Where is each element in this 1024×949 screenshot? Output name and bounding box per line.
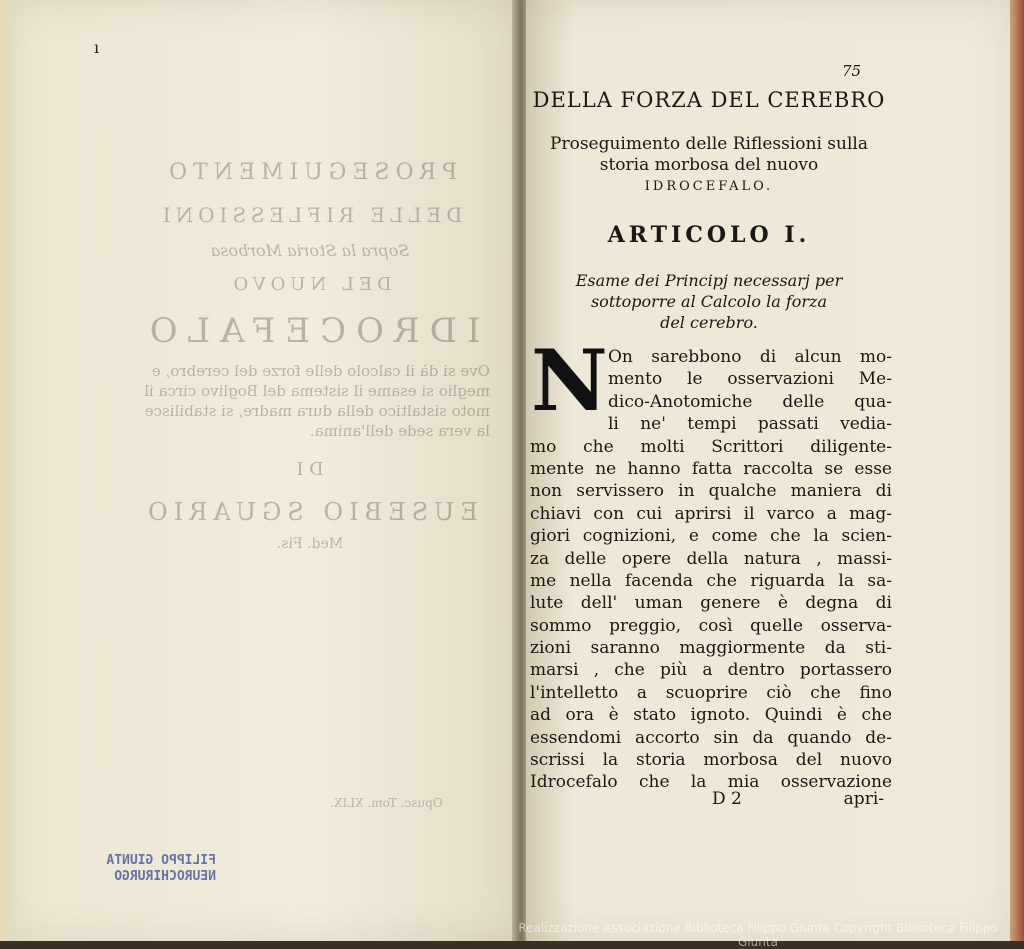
subtitle-line-2: storia morbosa del nuovo: [599, 155, 819, 175]
digitization-credit: Realizzazione Associazione Biblioteca Filippo Giunta Copyright Biblioteca Filippo Giunta: [518, 921, 998, 949]
stamp-line-2: NEUROCHIRURGO: [114, 869, 216, 884]
body-line: za delle opere della natura , massi-: [530, 548, 892, 569]
body-line: marsi , che più a dentro portassero: [530, 660, 892, 681]
ghost-line-2: DELLE RIFLESSIONI: [157, 203, 463, 227]
signature-mark: D 2: [712, 789, 742, 809]
drop-cap: N: [531, 331, 608, 430]
ghost-footer: Opusc. Tom. XLIX.: [330, 796, 443, 810]
body-line: mo che molti Scrittori diligente-: [530, 436, 892, 457]
ghost-line-5: IDROCEFALO: [139, 311, 481, 351]
article-summary: [528, 270, 890, 333]
article-heading: ARTICOLO I.: [607, 222, 811, 248]
summary-line-1: Esame dei Principj necessarj per: [575, 271, 843, 290]
body-line: scrissi la storia morbosa del nuovo: [530, 750, 892, 771]
summary-line-2: sottoporre al Calcolo la forza: [590, 292, 828, 311]
page-number: 75: [842, 62, 862, 80]
library-stamp: [88, 853, 216, 885]
body-line: Idrocefalo che la mia osservazione: [530, 772, 892, 793]
running-title: DELLA FORZA DEL CEREBRO: [532, 88, 886, 112]
right-page-edge: [1010, 0, 1024, 941]
body-line: mente ne hanno fatta raccolta se esse: [530, 458, 892, 479]
body-text: [530, 331, 892, 794]
body-line: chiavi con cui aprirsi il varco a mag-: [530, 503, 892, 524]
ink-mark: ı: [94, 38, 100, 57]
body-line: lute dell' uman genere è degna di: [530, 593, 892, 614]
body-line: dico-Anotomiche delle qua-: [608, 391, 892, 412]
body-line: giori cognizioni, e come che la scien-: [530, 526, 892, 547]
body-line: li ne' tempi passati vedia-: [608, 414, 892, 435]
body-line: On sarebbono di alcun mo-: [608, 347, 892, 367]
body-line: l'intelletto a scuoprire ciò che fino: [530, 682, 892, 703]
body-line: essendomi accorto sin da quando de-: [530, 727, 892, 748]
ghost-line-4: DEL NUOVO: [228, 274, 392, 295]
summary-line-3: del cerebro.: [660, 313, 758, 332]
body-line: zioni saranno maggiormente da sti-: [530, 638, 892, 659]
catchword: apri-: [843, 789, 884, 809]
show-through-text: [110, 160, 510, 552]
subtitle-line-3: IDROCEFALO.: [644, 179, 774, 194]
body-line: mento le osservazioni Me-: [608, 369, 892, 390]
ghost-line-7: EUSEBIO SGUARIO: [142, 498, 478, 526]
ghost-line-8: Med. Fis.: [276, 536, 344, 552]
body-line: sommo preggio, così quelle osserva-: [530, 615, 892, 636]
body-line: ad ora è stato ignoto. Quindi è che: [530, 705, 892, 726]
body-line: me nella facenda che riguarda la sa-: [530, 570, 892, 591]
stamp-line-1: FILIPPO GIUNTA: [106, 853, 216, 868]
subtitle-line-1: Proseguimento delle Riflessioni sulla: [550, 134, 868, 154]
ghost-line-3: Sopra la Storia Morbosa: [210, 241, 410, 260]
ghost-paragraph: Ove si dà il calcolo delle forze del cerebro, e meglio si esame il sistema del Boglivo circa il moto sistaltico della dura madre, si stabilisce la vera sede dell'anima.: [144, 362, 490, 440]
body-line: non servissero in qualche maniera di: [530, 481, 892, 502]
ghost-line-1: PROSEGUIMENTO: [163, 160, 457, 185]
subtitle: [528, 134, 890, 197]
ghost-line-6: D I: [296, 459, 324, 480]
